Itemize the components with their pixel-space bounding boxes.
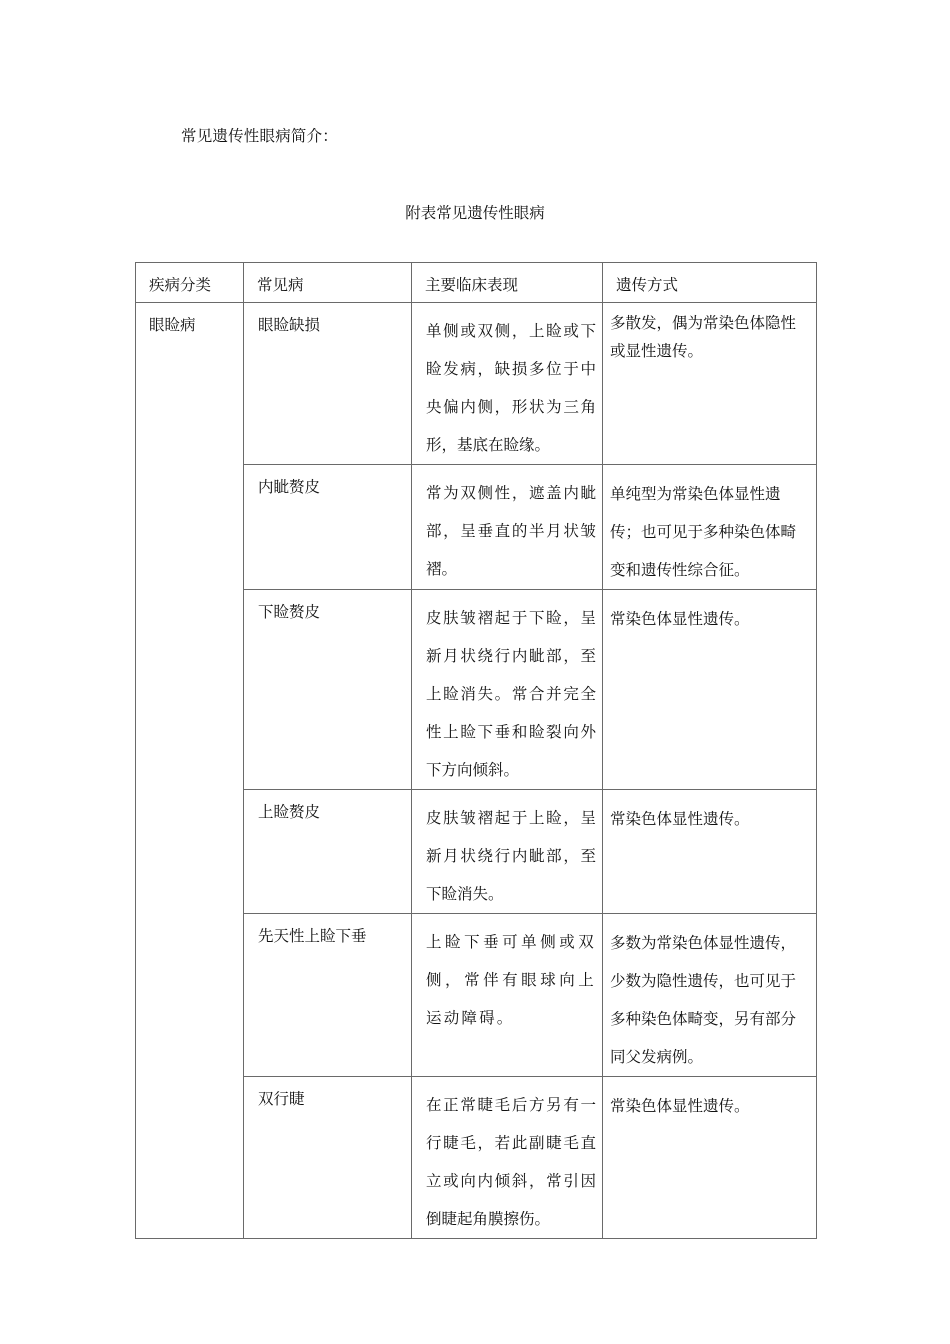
table-header-row bbox=[136, 263, 817, 303]
inheritance-text-part1: 多散发，偶为常染色体隐性 bbox=[610, 314, 797, 332]
table-row bbox=[136, 303, 817, 465]
table-title bbox=[0, 201, 950, 223]
header-cell-symptoms: 主要临床表现 bbox=[412, 263, 603, 303]
inheritance-cell bbox=[603, 303, 817, 465]
inheritance-cell: 多数为常染色体显性遗传，少数为隐性遗传，也可见于多种染色体畸变，另有部分同父发病例。 bbox=[603, 914, 817, 1077]
symptoms-cell: 单侧或双侧，上睑或下睑发病，缺损多位于中央偏内侧，形状为三角形，基底在睑缘。 bbox=[412, 303, 603, 465]
symptoms-cell: 皮肤皱褶起于上睑，呈新月状绕行内眦部，至下睑消失。 bbox=[412, 790, 603, 914]
inheritance-cell: 常染色体显性遗传。 bbox=[603, 590, 817, 790]
header-cell-inheritance: 遗传方式 bbox=[603, 263, 817, 303]
header-cell-category: 疾病分类 bbox=[136, 263, 244, 303]
disease-cell: 内眦赘皮 bbox=[244, 465, 412, 590]
inheritance-cell: 常染色体显性遗传。 bbox=[603, 1077, 817, 1239]
header-cell-disease: 常见病 bbox=[244, 263, 412, 303]
symptoms-cell: 皮肤皱褶起于下睑，呈新月状绕行内眦部，至上睑消失。常合并完全性上睑下垂和睑裂向外下方向倾斜。 bbox=[412, 590, 603, 790]
inheritance-cell: 单纯型为常染色体显性遗传；也可见于多种染色体畸变和遗传性综合征。 bbox=[603, 465, 817, 590]
symptoms-cell: 常为双侧性，遮盖内眦部，呈垂直的半月状皱褶。 bbox=[412, 465, 603, 590]
inheritance-cell: 常染色体显性遗传。 bbox=[603, 790, 817, 914]
disease-cell: 眼睑缺损 bbox=[244, 303, 412, 465]
disease-cell: 双行睫 bbox=[244, 1077, 412, 1239]
table-title-text: 附表常见遗传性眼病 bbox=[405, 204, 545, 222]
disease-cell: 上睑赘皮 bbox=[244, 790, 412, 914]
disease-cell: 先天性上睑下垂 bbox=[244, 914, 412, 1077]
category-cell: 眼睑病 bbox=[136, 303, 244, 1239]
symptoms-cell: 在正常睫毛后方另有一行睫毛，若此副睫毛直立或向内倾斜，常引因倒睫起角膜擦伤。 bbox=[412, 1077, 603, 1239]
symptoms-cell: 上睑下垂可单侧或双侧，常伴有眼球向上运动障碍。 bbox=[412, 914, 603, 1077]
genetic-eye-disease-table bbox=[135, 262, 817, 1239]
disease-cell: 下睑赘皮 bbox=[244, 590, 412, 790]
inheritance-text-part2: 或显性遗传。 bbox=[610, 342, 704, 360]
intro-heading: 常见遗传性眼病简介： bbox=[181, 127, 339, 145]
